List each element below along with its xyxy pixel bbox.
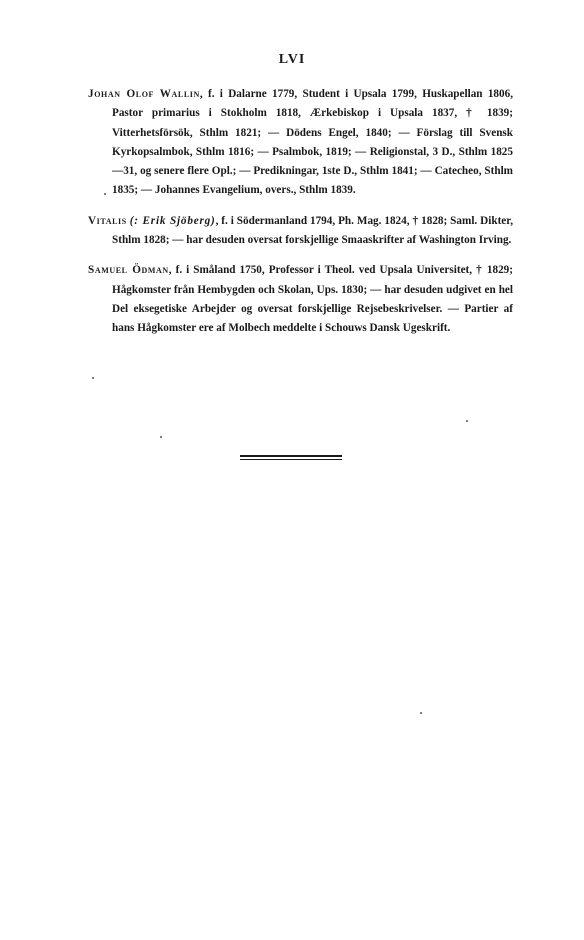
entry-author-name: Vitalis bbox=[88, 214, 127, 227]
entry-text: , f. i Dalarne 1779, Student i Upsala 1799, Huskapellan 1806, Pastor primarius i Stokholm 1818, Ærkebiskop i Upsala 1837, † 1839; Vitterhetsförsök, Sthlm 1821; — Dödens Engel, 1840; — Förslag till Svensk Kyrkopsalmbok, Sthlm 1816; — Psalmbok, 1819; — Religionstal, 3 D., Sthlm 1825—31, og senere flere Opl.; — Predikningar, 1ste D., Sthlm 1841; — Catecheo, Sthlm 1835; — Johannes Evangelium, overs., Sthlm 1839. bbox=[112, 88, 513, 197]
entry-vitalis bbox=[88, 212, 513, 251]
page-number: LVI bbox=[278, 52, 306, 67]
entry-author-name: Samuel Ödman bbox=[88, 264, 169, 277]
bibliography-entries bbox=[88, 85, 513, 350]
print-speck bbox=[92, 377, 94, 379]
print-speck bbox=[420, 712, 422, 714]
entry-text: , f. i Södermanland 1794, Ph. Mag. 1824, † 1828; Saml. Dikter, Sthlm 1828; — har desuden oversat forskjellige Smaaskrifter af Washington Irving. bbox=[112, 214, 513, 247]
entry-text: , f. i Småland 1750, Professor i Theol. ved Upsala Universitet, † 1829; Hågkomster från Hembygden och Skolan, Ups. 1830; — har desuden udgivet en hel Del eksegetiske Arbejder og oversat forskjellige Rejsebeskrivelser. — Partier af hans Hågkomster ere af Molbech meddelte i Schouws Dansk Ugeskrift. bbox=[112, 264, 513, 335]
section-divider-rule bbox=[240, 455, 342, 457]
entry-wallin bbox=[88, 85, 513, 201]
print-speck bbox=[104, 193, 106, 195]
entry-pseudonym: (: Erik Sjöberg) bbox=[129, 214, 216, 227]
entry-author-name: Johan Olof Wallin bbox=[88, 88, 200, 100]
print-speck bbox=[160, 436, 162, 438]
print-speck bbox=[466, 420, 468, 422]
entry-odman bbox=[88, 261, 513, 338]
